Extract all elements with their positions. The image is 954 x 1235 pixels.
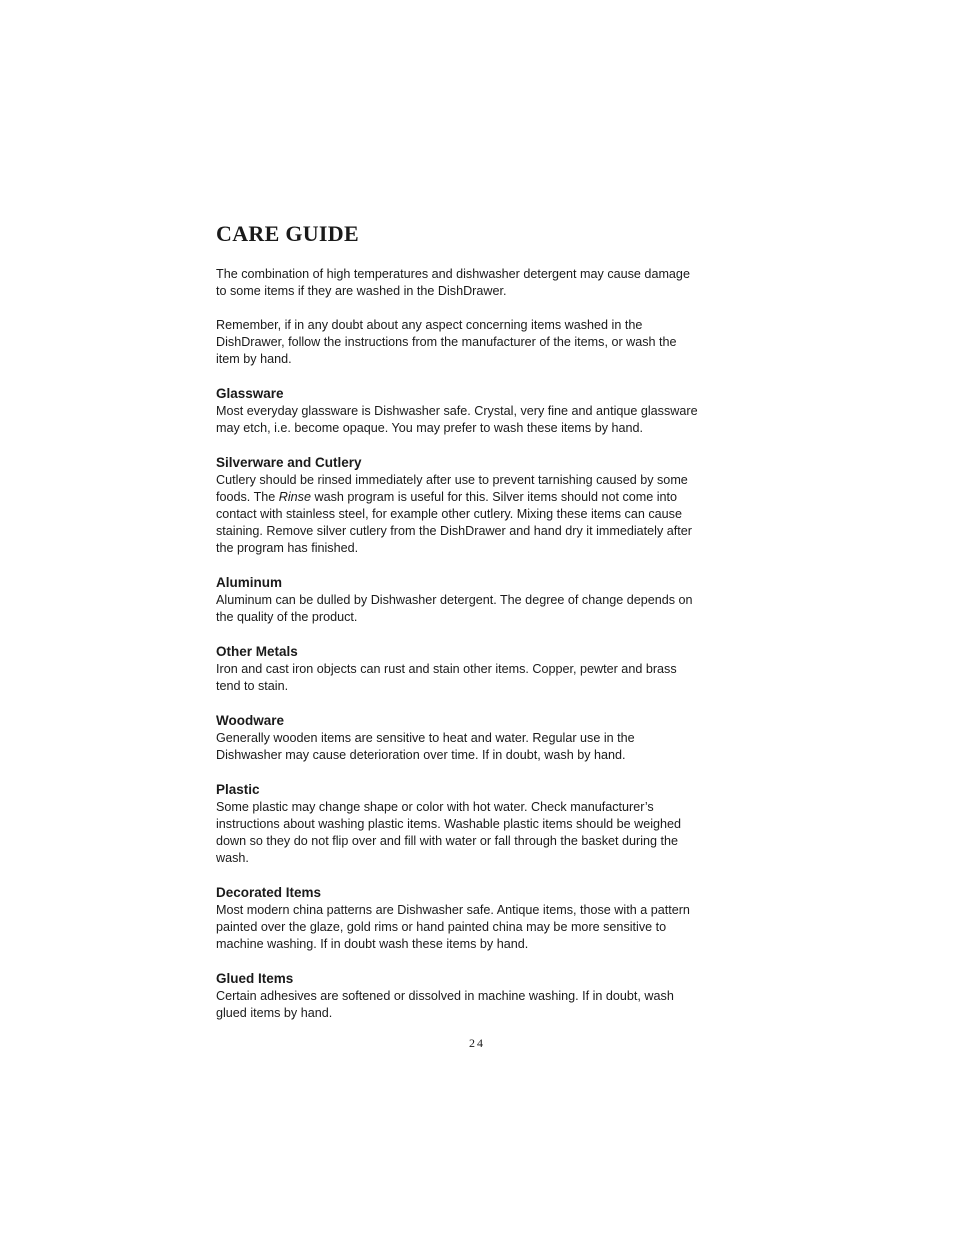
- section-glued-items: [216, 970, 746, 1022]
- rinse-program-name: Rinse: [278, 490, 311, 504]
- section-heading: Woodware: [216, 713, 285, 728]
- section-other-metals: [216, 643, 746, 695]
- section-decorated-items: [216, 884, 746, 953]
- page-number: 24: [469, 1036, 485, 1050]
- section-body: [216, 472, 746, 557]
- section-heading: Aluminum: [216, 575, 282, 590]
- page-title: CARE GUIDE: [216, 221, 359, 246]
- care-guide-page: [216, 221, 746, 1039]
- intro-paragraph: Remember, if in any doubt about any aspect concerning items washed in the DishDrawer, follow the instructions from the manufacturer of the items, or wash the item by hand.: [216, 318, 677, 366]
- section-body: Most modern china patterns are Dishwasher safe. Antique items, those with a pattern painted over the glaze, gold rims or hand painted china may be more sensitive to machine washing. If in doubt wash these items by hand.: [216, 903, 690, 951]
- section-body: Most everyday glassware is Dishwasher safe. Crystal, very fine and antique glassware may etch, i.e. become opaque. You may prefer to wash these items by hand.: [216, 404, 698, 435]
- section-body: Iron and cast iron objects can rust and stain other items. Copper, pewter and brass tend to stain.: [216, 662, 677, 693]
- section-heading: Other Metals: [216, 644, 298, 659]
- intro-paragraph: The combination of high temperatures and dishwasher detergent may cause damage to some items if they are washed in the DishDrawer.: [216, 267, 690, 298]
- section-body-text: Cutlery should be rinsed immediately after use to prevent tarnishing caused by some foods. The: [216, 473, 688, 504]
- section-heading: Plastic: [216, 782, 260, 797]
- section-glassware: [216, 385, 746, 437]
- section-body: Aluminum can be dulled by Dishwasher detergent. The degree of change depends on the quality of the product.: [216, 593, 693, 624]
- section-body: Some plastic may change shape or color with hot water. Check manufacturer’s instructions about washing plastic items. Washable plastic items should be weighed down so they do not flip over and fill with water or fall through the basket during the wash.: [216, 800, 682, 865]
- section-heading: Silverware and Cutlery: [216, 455, 362, 470]
- section-plastic: [216, 781, 746, 867]
- section-body-text: wash program is useful for this. Silver items should not come into contact with stainless steel, for example other cutlery. Mixing these items can cause staining. Remove silver cutlery from the DishDrawer and hand dry it immediately after the program has finished.: [216, 490, 692, 555]
- section-body: Generally wooden items are sensitive to heat and water. Regular use in the Dishwasher may cause deterioration over time. If in doubt, wash by hand.: [216, 731, 635, 762]
- section-heading: Decorated Items: [216, 885, 322, 900]
- section-silverware: [216, 454, 746, 557]
- section-heading: Glassware: [216, 386, 284, 401]
- section-heading: Glued Items: [216, 971, 294, 986]
- section-body: Certain adhesives are softened or dissolved in machine washing. If in doubt, wash glued items by hand.: [216, 989, 674, 1020]
- section-woodware: [216, 712, 746, 764]
- section-aluminum: [216, 574, 746, 626]
